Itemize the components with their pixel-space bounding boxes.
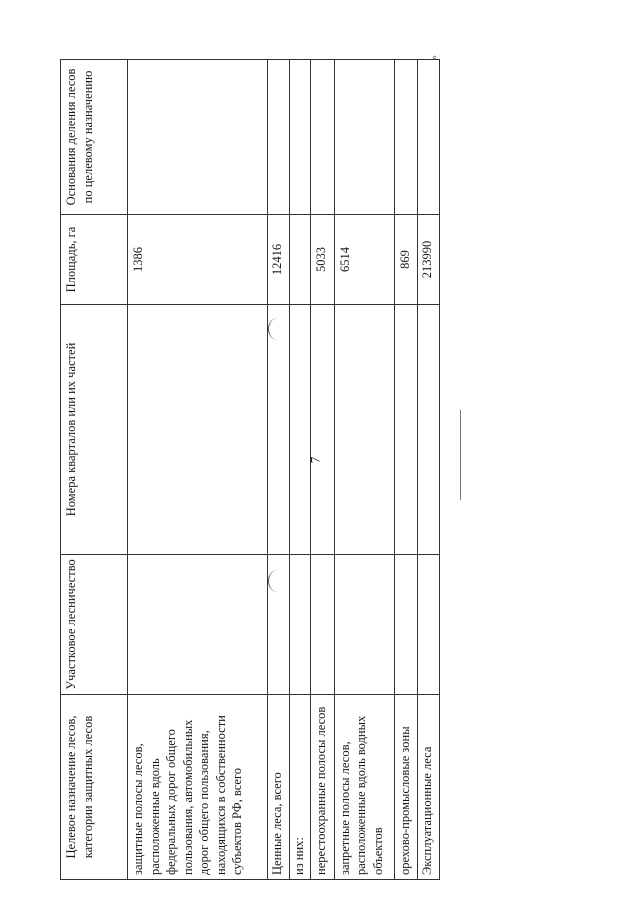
cell-area: 213990 [418,215,440,305]
cell-basis [128,60,268,215]
cell-basis [334,60,394,215]
header-basis: Основания деления лесов по целевому назначению [61,60,128,215]
cell-basis [418,60,440,215]
table-row [128,60,268,880]
margin-mark: » [429,55,440,60]
header-blocks: Номера кварталов или их частей [61,305,128,555]
cell-area: 1386 [128,215,268,305]
cell-category: орехово-промысловые зоны [394,695,418,880]
cell-category: Ценные леса, всего [268,695,290,880]
cell-forestry [311,555,335,695]
cell-blocks [394,305,418,555]
header-forestry: Участковое лесничество [61,555,128,695]
table-row [334,60,394,880]
table-row [394,60,418,880]
cell-basis [394,60,418,215]
cell-blocks [289,305,311,555]
rotated-table-container [60,60,440,880]
cell-basis [268,60,290,215]
cell-blocks [268,305,290,555]
table-header-row [61,60,128,880]
cell-forestry [268,555,290,695]
cell-forestry [394,555,418,695]
cell-area [289,215,311,305]
cell-area: 869 [394,215,418,305]
page-number: 7 [307,456,323,464]
cell-forestry [418,555,440,695]
cell-blocks [128,305,268,555]
cell-blocks [334,305,394,555]
cell-category: защитные полосы лесов, расположенные вдоль федеральных дорог общего пользования, автомобильных дорог общего пользования, находящихся в собственности субъектов РФ, всего [128,695,268,880]
cell-basis [311,60,335,215]
header-purpose: Целевое назначение лесов, категории защитных лесов [61,695,128,880]
cell-forestry [128,555,268,695]
table-row [418,60,440,880]
forest-purpose-table [60,59,440,880]
cell-category: Эксплуатационные леса [418,695,440,880]
cell-blocks [418,305,440,555]
table-row [268,60,290,880]
scan-artifact-line [460,410,461,500]
cell-category: из них: [289,695,311,880]
cell-basis [289,60,311,215]
table-row [289,60,311,880]
cell-forestry [334,555,394,695]
cell-area: 6514 [334,215,394,305]
cell-blocks [311,305,335,555]
cell-area: 12416 [268,215,290,305]
cell-area: 5033 [311,215,335,305]
table-row [311,60,335,880]
cell-category: запретные полосы лесов, расположенные вдоль водных объектов [334,695,394,880]
header-area: Площадь, га [61,215,128,305]
cell-category: нерестоохранные полосы лесов [311,695,335,880]
cell-forestry [289,555,311,695]
